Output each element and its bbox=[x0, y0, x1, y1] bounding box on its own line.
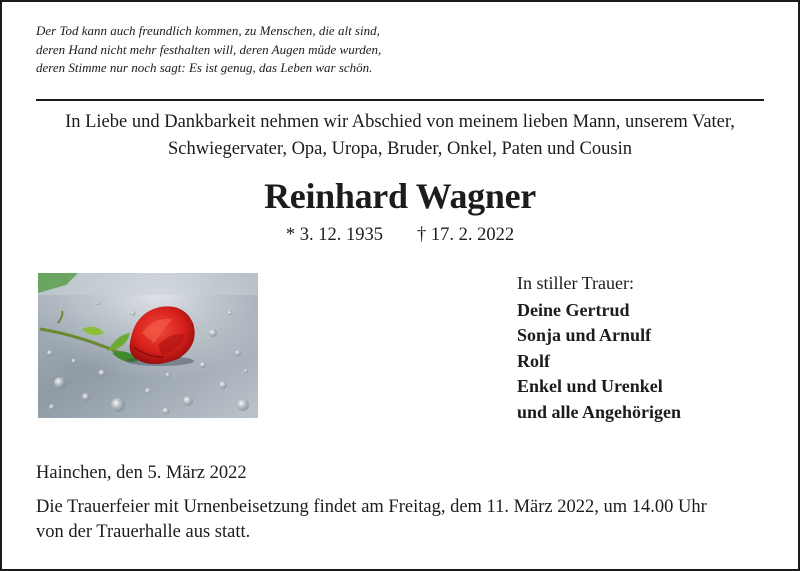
life-dates bbox=[2, 223, 798, 247]
divider bbox=[36, 99, 764, 101]
ceremony-text bbox=[36, 495, 776, 545]
intro-line: In Liebe und Dankbarkeit nehmen wir Abschied von meinem lieben Mann, unserem Vater, bbox=[65, 112, 735, 132]
place-date: Hainchen, den 5. März 2022 bbox=[36, 463, 247, 483]
death-date: † 17. 2. 2022 bbox=[417, 225, 515, 245]
birth-date: * 3. 12. 1935 bbox=[285, 225, 383, 245]
mourner-name: Enkel und Urenkel bbox=[517, 376, 663, 396]
poem bbox=[36, 22, 556, 78]
deceased-name: Reinhard Wagner bbox=[264, 176, 536, 216]
mourning-block bbox=[517, 271, 681, 425]
mourner-name: Rolf bbox=[517, 350, 550, 371]
rose-photo bbox=[38, 273, 258, 418]
intro-text bbox=[22, 109, 778, 163]
poem-line: Der Tod kann auch freundlich kommen, zu Menschen, die alt sind, bbox=[36, 23, 380, 38]
mourner-name: Deine Gertrud bbox=[517, 299, 630, 320]
mourner-name: Sonja und Arnulf bbox=[517, 325, 652, 345]
ceremony-line: Die Trauerfeier mit Urnenbeisetzung findet am Freitag, dem 11. März 2022, um 14.00 Uhr bbox=[36, 497, 707, 517]
ceremony-line: von der Trauerhalle aus statt. bbox=[36, 522, 251, 542]
poem-line: deren Hand nicht mehr festhalten will, deren Augen müde wurden, bbox=[36, 41, 382, 57]
poem-line: deren Stimme nur noch sagt: Es ist genug, das Leben war schön. bbox=[36, 60, 373, 75]
intro-line: Schwiegervater, Opa, Uropa, Bruder, Onkel, Paten und Cousin bbox=[168, 139, 632, 159]
mourning-lead: In stiller Trauer: bbox=[517, 273, 634, 293]
mourner-name: und alle Angehörigen bbox=[517, 401, 682, 422]
